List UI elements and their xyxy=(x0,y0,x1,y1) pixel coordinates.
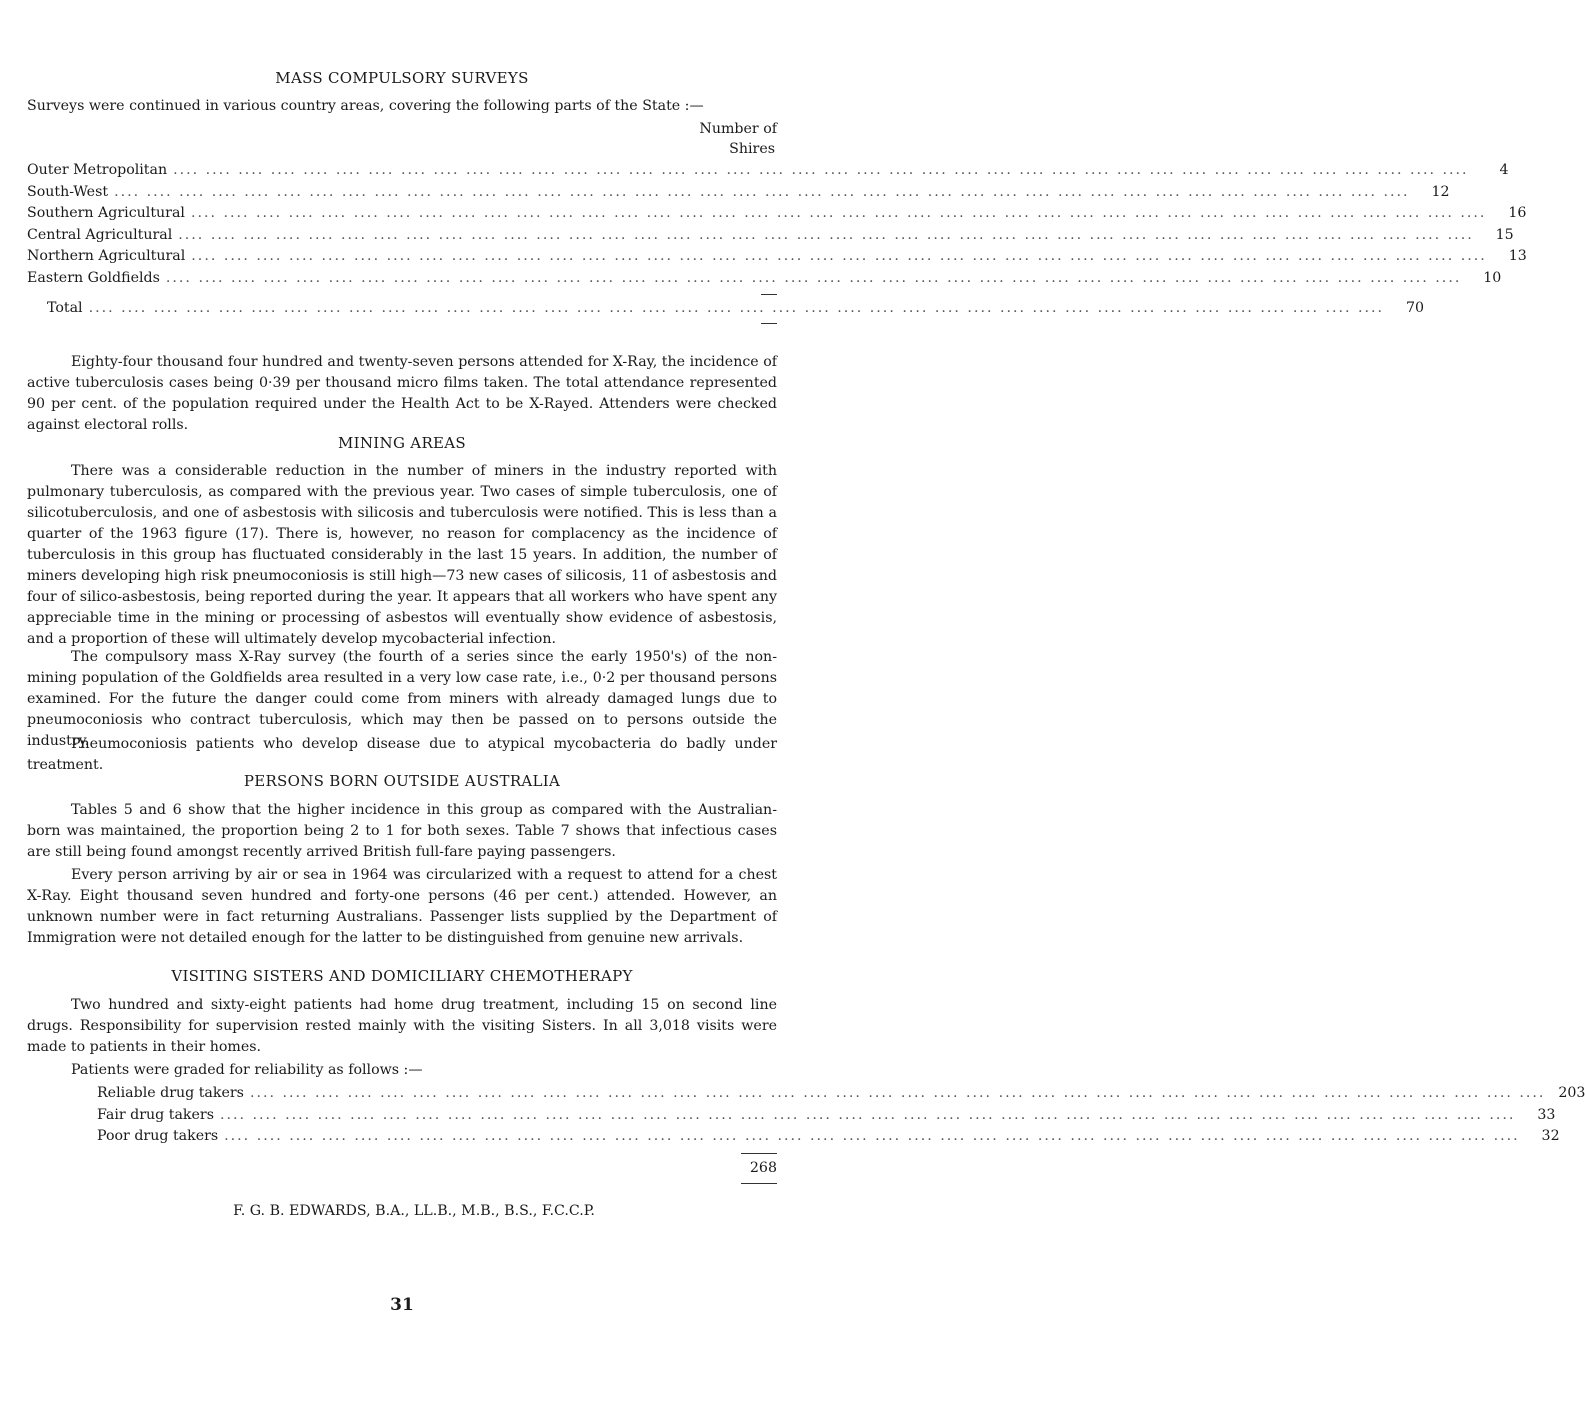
row-value: 33 xyxy=(1537,1106,1556,1123)
table-row xyxy=(27,160,1509,182)
dot-leader: .... .... .... .... .... .... .... .... .... .... .... .... .... .... .... .... .... .... .... .... .... .... .... .... .... .... .... .... .... .... .... .... .... .... .... .... .... .... .... .... xyxy=(191,248,1487,264)
table-row xyxy=(27,203,1527,225)
dot-leader: .... .... .... .... .... .... .... .... .... .... .... .... .... .... .... .... .... .... .... .... .... .... .... .... .... .... .... .... .... .... .... .... .... .... .... .... .... .... .... .... xyxy=(219,1106,1516,1123)
survey-total-label: Total xyxy=(47,300,83,316)
born-paragraph-2: Every person arriving by air or sea in 1964 was circularized with a request to attend for a chest X-Ray. Eight thousand seven hundred and forty-one persons (46 per cent.) attended. However, an unknown number were in fact returning Australians. Passenger lists supplied by the Department of Immigration were not detailed enough for the latter to be distinguished from genuine new arrivals. xyxy=(27,867,777,946)
table-row xyxy=(97,1083,1585,1105)
dot-leader: .... .... .... .... .... .... .... .... .... .... .... .... .... .... .... .... .... .... .... .... .... .... .... .... .... .... .... .... .... .... .... .... .... .... .... .... .... .... .... .... xyxy=(224,1128,1520,1144)
dot-leader: .... .... .... .... .... .... .... .... .... .... .... .... .... .... .... .... .... .... .... .... .... .... .... .... .... .... .... .... .... .... .... .... .... .... .... .... .... .... .... .... xyxy=(178,226,1474,243)
row-value: 32 xyxy=(1541,1128,1560,1144)
heading-mass-compulsory-surveys: MASS COMPULSORY SURVEYS xyxy=(275,69,529,87)
row-label: Reliable drug takers xyxy=(97,1085,244,1101)
drug-rows xyxy=(97,1083,1585,1148)
row-label: Central Agricultural xyxy=(27,226,173,243)
row-value: 15 xyxy=(1495,226,1514,243)
surveys-intro: Surveys were continued in various country areas, covering the following parts of the State :— xyxy=(27,98,704,114)
table-row xyxy=(97,1126,1560,1148)
row-label: Eastern Goldfields xyxy=(27,269,160,286)
survey-total-row xyxy=(27,298,1425,319)
survey-rows xyxy=(27,160,1527,289)
row-label: Northern Agricultural xyxy=(27,248,186,264)
rule-above-drug-total xyxy=(741,1153,777,1154)
dot-leader: .... .... .... .... .... .... .... .... .... .... .... .... .... .... .... .... .... .... .... .... .... .... .... .... .... .... .... .... .... .... .... .... .... .... .... .... .... .... .... .... xyxy=(165,269,1462,286)
row-value: 13 xyxy=(1508,248,1527,264)
row-value: 4 xyxy=(1499,162,1509,178)
signature: F. G. B. EDWARDS, B.A., LL.B., M.B., B.S., F.C.C.P. xyxy=(233,1203,595,1219)
mining-paragraph-3: Pneumoconiosis patients who develop disease due to atypical mycobacteria do badly under treatment. xyxy=(27,736,777,773)
heading-persons-born-outside-australia: PERSONS BORN OUTSIDE AUSTRALIA xyxy=(243,772,561,790)
table-row xyxy=(27,246,1527,268)
mining-paragraph-1: There was a considerable reduction in the number of miners in the industry reported with pulmonary tuberculosis, as compared with the previous year. Two cases of simple tuberculosis, one of silicotuberculosis, and one of asbestosis with silicosis and tuberculosis were notified. This is less than a quarter of the 1963 figure (17). There is, however, no reason for complacency as the incidence of tuberculosis in this group has fluctuated considerably in the last 15 years. In addition, the number of miners developing high risk pneumoconiosis is still high—73 new cases of silicosis, 11 of asbestosis and four of silico-asbestosis, being reported during the year. It appears that all workers who have spent any appreciable time in the mining or processing of asbestos will eventually show evidence of asbestosis, and a proportion of these will ultimately develop mycobacterial infection. xyxy=(27,463,777,647)
dot-leader: .... .... .... .... .... .... .... .... .... .... .... .... .... .... .... .... .... .... .... .... .... .... .... .... .... .... .... .... .... .... .... .... .... .... .... .... .... .... .... .... xyxy=(173,162,1469,178)
dot-leader: .... .... .... .... .... .... .... .... .... .... .... .... .... .... .... .... .... .... .... .... .... .... .... .... .... .... .... .... .... .... .... .... .... .... .... .... .... .... .... .... xyxy=(190,205,1487,221)
survey-total-value: 70 xyxy=(1406,300,1425,316)
table-row xyxy=(27,268,1502,290)
graded-intro: Patients were graded for reliability as follows :— xyxy=(71,1062,423,1078)
row-value: 203 xyxy=(1558,1085,1585,1101)
row-value: 12 xyxy=(1431,183,1450,200)
table-row xyxy=(27,182,1450,204)
table-row xyxy=(27,225,1514,247)
row-label: South-West xyxy=(27,183,109,200)
row-value: 10 xyxy=(1483,269,1502,286)
drug-table xyxy=(97,1083,1585,1185)
drug-total-value: 268 xyxy=(749,1159,777,1176)
dot-leader: .... .... .... .... .... .... .... .... .... .... .... .... .... .... .... .... .... .... .... .... .... .... .... .... .... .... .... .... .... .... .... .... .... .... .... .... .... .... .... .... xyxy=(114,183,1410,200)
heading-mining-areas: MINING AREAS xyxy=(338,434,466,452)
row-label: Poor drug takers xyxy=(97,1128,219,1144)
row-label: Southern Agricultural xyxy=(27,205,185,221)
dot-leader: .... .... .... .... .... .... .... .... .... .... .... .... .... .... .... .... .... .... .... .... .... .... .... .... .... .... .... .... .... .... .... .... .... .... .... .... .... .... .... .... xyxy=(88,300,1385,316)
heading-visiting-sisters: VISITING SISTERS AND DOMICILIARY CHEMOTHERAPY xyxy=(171,967,633,985)
page-number: 31 xyxy=(390,1295,414,1315)
survey-table xyxy=(27,119,1527,325)
mining-paragraph-2: The compulsory mass X-Ray survey (the fourth of a series since the early 1950's) of the non-mining population of the Goldfields area resulted in a very low case rate, i.e., 0·2 per thousand persons examined. For the future the danger could come from miners with already damaged lungs due to pneumoconiosis who contract tuberculosis, which may then be passed on to persons outside the industry. xyxy=(27,649,777,749)
row-label: Fair drug takers xyxy=(97,1106,214,1123)
table-row xyxy=(97,1105,1556,1127)
col-header-number-of: Number of xyxy=(699,121,777,137)
surveys-paragraph: Eighty-four thousand four hundred and twenty-seven persons attended for X-Ray, the incidence of active tuberculosis cases being 0·39 per thousand micro films taken. The total attendance represented 90 per cent. of the population required under the Health Act to be X-Rayed. Attenders were checked against electoral rolls. xyxy=(27,354,777,433)
rule-below-total xyxy=(761,323,777,324)
born-paragraph-1: Tables 5 and 6 show that the higher incidence in this group as compared with the Australian-born was maintained, the proportion being 2 to 1 for both sexes. Table 7 shows that infectious cases are still being found amongst recently arrived British full-fare paying passengers. xyxy=(27,802,777,860)
col-header-shires: Shires xyxy=(729,141,775,157)
row-label: Outer Metropolitan xyxy=(27,162,168,178)
row-value: 16 xyxy=(1508,205,1527,221)
dot-leader: .... .... .... .... .... .... .... .... .... .... .... .... .... .... .... .... .... .... .... .... .... .... .... .... .... .... .... .... .... .... .... .... .... .... .... .... .... .... .... .... xyxy=(249,1085,1546,1101)
rule-above-total xyxy=(761,294,777,295)
visiting-paragraph: Two hundred and sixty-eight patients had home drug treatment, including 15 on second line drugs. Responsibility for supervision rested mainly with the visiting Sisters. In all 3,018 visits were made to patients in their homes. xyxy=(27,997,777,1055)
rule-below-drug-total xyxy=(741,1183,777,1184)
drug-total-row xyxy=(97,1158,777,1179)
